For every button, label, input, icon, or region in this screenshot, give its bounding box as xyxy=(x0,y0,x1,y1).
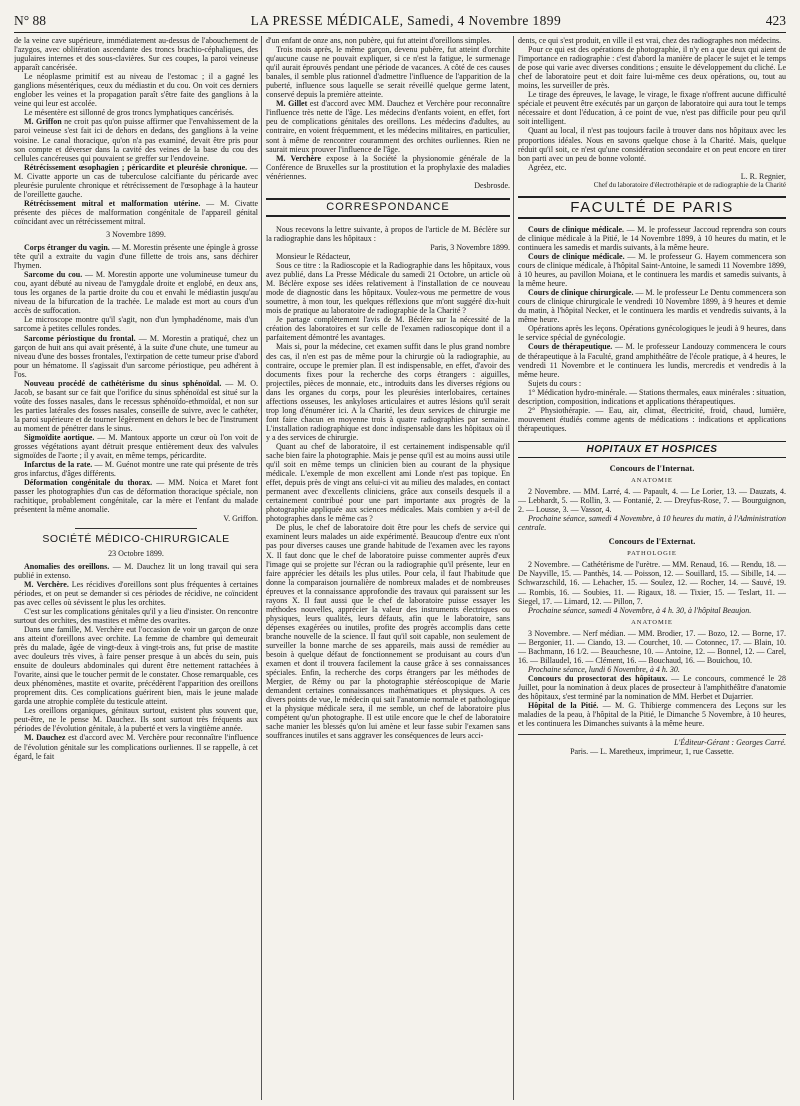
paragraph-text: — M. le professeur G. Hayem commencera son cours de clinique médicale, à l'hôpital Saint-Antoine, le samedi 11 Novembre 1899, à 10 heures, au pavillon Moiana, et le continuera les mardis et samedis suivants, à la même heure. xyxy=(518,251,786,289)
paragraph xyxy=(14,460,258,478)
paragraph: Dans une famille, M. Verchère eut l'occasion de voir un garçon de onze ans atteint d'oreillons avec orchite. La femme de chambre qui demeurait près du malade, âgée de vingt-deux à vingt-trois ans, fut prise de mastite avec douleurs très vives, à faire penser presque à un abcès du sein, puis ensuite de douleurs abdominales qui durent être nettement rattachées à l'ovarite, ainsi que le toucher permit de le constater. Chose remarquable, ces deux phénomènes, mastite et ovarite, précédèrent l'apparition des oreillons proprement dits. Ces complications guérirent bien, mais le jeune malade garda une atrophie complète du testicule atteint. xyxy=(14,624,258,707)
issue-number: N° 88 xyxy=(14,13,47,28)
paragraph xyxy=(518,288,786,324)
item-title: Sarcome périostique du frontal. xyxy=(24,333,136,343)
paragraph-text: — M. Morestin présente une épingle à grosse tête qu'il a extraite du vagin d'une fillette de trois ans, sans déchirer l'hymen. xyxy=(14,243,258,271)
paragraph xyxy=(518,225,786,252)
paragraph: Les oreillons organiques, génitaux surtout, existent plus souvent que, peut-être, ne le pense M. Dauchez. Ils sont surtout très fréquents aux périodes de l'évolution génitale, à la puberté et vers la vingtième année. xyxy=(14,706,258,734)
paragraph xyxy=(14,270,258,315)
paragraph: Prochaine séance, samedi 4 Novembre, à 10 heures du matin, à l'Administration centrale. xyxy=(518,514,786,533)
paragraph: de la veine cave supérieure, immédiatement au-dessus de l'abouchement de l'azygos, avec oblitération ascendante des troncs brachio-céphaliques, des jugulaires internes et des sous-clavières. Sur ces coupes, la paroi veineuse apparaît cancérisée. xyxy=(14,36,258,73)
speaker-name: M. Verchère xyxy=(276,153,322,163)
paragraph: Le tirage des épreuves, le lavage, le virage, le fixage n'offrent aucune difficulté spéciale et peuvent être exécutés par un garçon de laboratoire qui aura tout le temps nécessaire et dont l'éducation, à ce point de vue, n'est pas difficile pour peu qu'il soit intelligent. xyxy=(518,90,786,127)
paragraph-text: — M. Dauchez lit un long travail qui sera publié in extenso. xyxy=(14,561,258,580)
column-1 xyxy=(14,36,258,1100)
paragraph-text: — M. le professeur Jaccoud reprendra son cours de clinique médicale à la Pitié, le 14 Novembre 1899, à 10 heures du matin, et le continuera les samedis et mardis suivants, à la même heure. xyxy=(518,224,786,252)
session-date: 23 Octobre 1899. xyxy=(108,548,164,558)
item-title: Rétrécissement mitral et malformation utérine. xyxy=(24,198,201,208)
exam-subject: ANATOMIE xyxy=(631,618,673,626)
paragraph xyxy=(14,733,258,760)
item-title: Déformation congénitale du thorax. xyxy=(24,478,153,488)
paragraph: 3 Novembre. — Nerf médian. — MM. Brodier, 17. — Bozo, 12. — Borne, 17. — Bergonier, 11. — Ciando, 13. — Courchet, 10. — Cotonnec, 17. — Blain, 10. — Bachmann, 16 1/2. — Beauchesne, 10. — Antoine, 12. — Bonnel, 12. — Carel, 16. — Billaudel, 16. — Clément, 16. — Bouchaud, 16. — Bouichou, 10. xyxy=(518,628,786,665)
paragraph xyxy=(14,199,258,226)
section-heading: SOCIÉTÉ MÉDICO-CHIRURGICALE xyxy=(42,533,230,546)
speaker-name: M. Dauchez xyxy=(24,733,66,743)
exam-subject: PATHOLOGIE xyxy=(627,550,677,558)
paragraph: Sous ce titre : la Radioscopie et la Radiographie dans les hôpitaux, vous avez publié, dans La Presse Médicale du samedi 21 Octobre, un article où M. Béclère expose ses idées relativement à l'installation de ce nouveau mode de diagnostic dans les hôpitaux. Voulez-vous me permettre de vous soumettre, à mon tour, les quelques réflexions que m'ont suggéré dix-huit mois de pratique au laboratoire de radiographie de la Charité ? xyxy=(266,261,510,316)
item-title: Nouveau procédé de cathétérisme du sinus sphénoïdal. xyxy=(24,378,222,388)
paragraph xyxy=(14,163,258,199)
printer-credit: Paris. — L. Maretheux, imprimeur, 1, rue Cassette. xyxy=(570,747,734,757)
speaker-name: M. Verchère. xyxy=(24,579,69,589)
session-date: 3 Novembre 1899. xyxy=(106,229,166,239)
column-3 xyxy=(518,36,786,1100)
letter-salutation: Monsieur le Rédacteur, xyxy=(276,251,351,261)
item-title: Cours de clinique médicale. xyxy=(528,251,625,261)
paragraph xyxy=(518,674,786,701)
paragraph: Le microscope montre qu'il s'agit, non d'un lymphadénome, mais d'un sarcome à petites cellules rondes. xyxy=(14,315,258,334)
paragraph-text: — MM. Noica et Maret font passer les photographies d'un cas de déformation thoracique spéciale, non rachitique, probablement congénitale, car la mère et l'enfant du malade présentent la même anomalie. xyxy=(14,478,258,515)
paragraph-text: — M. Mantoux apporte un cœur où l'on voit de grosses végétations ayant détruit presque entièrement deux des valvules sigmoïdes de l'aorte ; il y avait, en même temps, péricardite. xyxy=(14,433,258,461)
paragraph: Prochaine séance, samedi 4 Novembre, à 4 h. 30, à l'hôpital Beaujon. xyxy=(528,605,752,615)
paragraph-text: — M. Morestin a pratiqué, chez un garçon de huit ans qui avait présenté, à la suite d'une chute, une tumeur au niveau d'une des bosses frontales, l'extirpation de cette tumeur prise d'abord pour un hématome. Il s'agissait d'un sarcome périostique, peu adhérent à l'os. xyxy=(14,333,258,379)
paragraph: Sujets du cours : xyxy=(528,378,582,388)
paragraph: Le mésentère est sillonné de gros troncs lymphatiques cancérisés. xyxy=(24,108,234,118)
paragraph-text: — M. Morestin apporte une volumineuse tumeur du cou, ayant débuté au niveau de l'amygdale droite et englobé, en deux ans, tous les organes de la partie droite du cou et envahi le médiastin jusqu'au niveau de la bifurcation de la trachée. Le malade est mort au cours d'un accès de suffocation. xyxy=(14,270,258,316)
paragraph xyxy=(518,701,786,728)
column-rule-right xyxy=(513,36,514,1100)
paragraph: Quant au local, il n'est pas toujours facile à trouver dans nos hôpitaux avec les proportions idéales. Nous en savons quelque chose à la Charité. Mais, quelque réduit qu'il soit, ce n'est qu'une considération secondaire et on peut encore en tirer bon parti avec un peu de bonne volonté. xyxy=(518,126,786,163)
column-2 xyxy=(266,36,510,1100)
paragraph: 2 Novembre. — MM. Larré, 4. — Papault, 4. — Le Lorier, 13. — Dauzats, 4. — Lebhardt, 5. — Rollin, 3. — Fontanié, 2. — Dreyfus-Rose, 7. — Bourguignon, 2. — Lousse, 3. — Vassor, 4. xyxy=(518,487,786,515)
paragraph-text: — M. Civatte apporte un cas de tuberculose calcifiante du péricarde avec pleurésie purulente chronique et rétrécissement de l'œsophage à la hauteur de l'oreillette gauche. xyxy=(14,162,258,199)
paragraph-text: — M. Guénot montre une rate qui présente de très gros infarctus, d'âges différents. xyxy=(14,460,258,479)
item-title: Concours du prosectorat des hôpitaux. xyxy=(528,673,668,683)
signature: Desbrosde. xyxy=(474,180,510,190)
paragraph: Prochaine séance, lundi 6 Novembre, à 4 h. 30. xyxy=(528,664,680,674)
paragraph xyxy=(266,99,510,153)
paragraph: Mais si, pour la médecine, cet examen suffit dans le plus grand nombre des cas, il n'en est pas de même pour la chirurgie où la radiographie, au contraire, occupe le premier plan. Il est indispensable, en effet, d'avoir des documents fixes pour la recherche des corps étrangers : aiguilles, projectiles, pièces de monnaie, etc., introduits dans les diverses régions ou dans les organes du corps, pour les pleurésies interlobaires, certaines affections osseuses, les ankyloses articulaires et autres lésions qu'il serait trop long d'énumérer ici. A la Charité, les deux services de chirurgie me font faire chacun en moyenne trois à quatre radiographies par semaine. L'installation radiographique est donc indispensable dans les hôpitaux où il y a des services de chirurgie. xyxy=(266,342,510,442)
paragraph: Trois mois après, le même garçon, devenu pubère, fut atteint d'orchite qu'aucune cause ne pouvait expliquer, si ce n'est la fatigue, le surmenage qu'il aurait éprouvés pendant une période de vacances. A côté de ces causes banales, il semble plus rationnel d'admettre l'influence de l'apparition de la puberté, influence sous laquelle se serait réveillé quelque germe latent, conservé depuis la première atteinte. xyxy=(266,45,510,100)
paragraph-text: — M. Civatte présente des pièces de malformation congénitale de l'appareil génital coïncidant avec un rétrécissement mitral. xyxy=(14,198,258,226)
paragraph-text: — M. O. Jacob, se basant sur ce fait que l'orifice du sinus sphénoïdal est situé sur la voûte des fosses nasales, dans le recessus sphénoïdo-ethmoïdal, et non sur les parties latérales des fosses nasales, conseille de suivre, avec le cathéter, la paroi supérieure et de tourner légèrement en dehors le bec de l'instrument au moment de pénétrer dans le sinus. xyxy=(14,378,258,433)
paragraph: C'est sur les complications génitales qu'il y a lieu d'insister. On rencontre surtout des orchites, des mastites et même des ovarites. xyxy=(14,606,258,625)
paragraph: Le néoplasme primitif est au niveau de l'estomac ; il a gagné les ganglions mésentériques, ceux du médiastin et du cou. On voit ces derniers englober les veines et la propagation paraît s'être faite des ganglions à la veine qui leur est accolée. xyxy=(14,72,258,109)
item-title: Cours de thérapeutique. xyxy=(528,342,613,352)
item-title: Sarcome du cou. xyxy=(24,270,83,280)
page-header xyxy=(14,10,786,33)
paragraph: Agréez, etc. xyxy=(528,162,567,172)
item-title: Sigmoïdite aortique. xyxy=(24,433,95,443)
subsection-heading: Concours de l'Externat. xyxy=(608,536,696,547)
paragraph-text: Les récidives d'oreillons sont plus fréquentes à certaines périodes, et on peut se demander si ces périodes de récidive, ne coïncident pas avec celles où sévissent le plus les orchites. xyxy=(14,579,258,607)
column-rule-left xyxy=(261,36,262,1100)
letter-place-date: Paris, 3 Novembre 1899. xyxy=(430,242,510,252)
speaker-name: M. Griffon xyxy=(24,117,62,127)
speaker-name: M. Gillet xyxy=(276,99,308,109)
paragraph: dents, ce qui s'est produit, en ville il est vrai, chez des radiographes non médecins. xyxy=(518,36,782,45)
paragraph-text: est d'accord avec MM. Dauchez et Verchère pour reconnaître l'influence très nette de l'âge. Les médecins d'enfants voient, en effet, fort peu de complications génitales des oreillons. Les médecins d'adultes, au contraire, en voient fréquemment, et les médecins militaires, en particulier, sont à même de rencontrer couramment des orchites ourliennes. Rien ne saurait mieux prouver l'influence de l'âge. xyxy=(266,99,510,154)
paragraph xyxy=(518,252,786,288)
journal-title: LA PRESSE MÉDICALE, Samedi, 4 Novembre 1899 xyxy=(250,13,562,28)
paragraph-text: ne croit pas qu'on puisse affirmer que l'envahissement de la paroi veineuse s'est fait ici de dehors en dedans, des ganglions à la veine voisine. Le canal thoracique, qu'on n'a pas examiné, devait être pris pour son compte et déverser dans la cavité des veines de la base du cou des cellules cancéreuses qui pouvaient se greffer sur l'endoveine. xyxy=(14,117,258,163)
paragraph: Nous recevons la lettre suivante, à propos de l'article de M. Béclère sur la radiographie dans les hôpitaux : xyxy=(266,224,510,243)
paragraph xyxy=(14,562,258,580)
paragraph: 1° Médication hydro-minérale. — Stations thermales, eaux minérales : situation, description, composition, indications et applications thérapeutiques. xyxy=(518,387,786,406)
paragraph: Pour ce qui est des opérations de photographie, il n'y en a que deux qui aient de l'importance en radiographie : c'est d'abord la manière de placer le sujet et le temps de pose qui varie avec diverses conditions ; ensuite le développement du cliché. Le chef de laboratoire peut et doit faire lui-même ces deux opérations, ou, tout au moins, les surveiller de près. xyxy=(518,45,786,91)
signature: V. Griffon. xyxy=(223,514,258,524)
paragraph xyxy=(14,334,258,379)
item-title: Hôpital de la Pitié. xyxy=(528,701,599,711)
subsection-heading: Concours de l'Internat. xyxy=(609,462,695,473)
paragraph xyxy=(14,243,258,270)
item-title: Corps étranger du vagin. xyxy=(24,243,110,253)
paragraph: Quant au chef de laboratoire, il est certainement indispensable qu'il sache bien faire la photographie. Mais je pense qu'il est au moins aussi utile qu'il soit en même temps un clinicien bien au courant de la physique médicale. L'exemple de mon excellent ami Londe n'est pas topique. En effet, depuis près de vingt ans celui-ci vit au milieu des malades, en contact permanent avec d'excellents cliniciens, grâce aux conseils desquels il a certainement contribué pour une part importante aux progrès de la photographie appliquée aux sciences médicales. Mais combien y a-t-il de photographes dans le même cas ? xyxy=(266,441,510,524)
page-number: 423 xyxy=(765,13,786,28)
paragraph xyxy=(518,342,786,378)
paragraph xyxy=(14,478,258,514)
item-title: Infarctus de la rate. xyxy=(24,460,93,470)
divider xyxy=(75,528,197,529)
paragraph: Opérations après les leçons. Opérations gynécologiques le jeudi à 9 heures, dans le service spécial de gynécologie. xyxy=(518,324,786,343)
paragraph: 2° Physiothérapie. — Eau, air, climat, électricité, froid, chaud, lumière, mouvement étudiés comme agents de médications : indications et applications thérapeutiques. xyxy=(518,405,786,433)
editor-credit: L'Éditeur-Gérant : Georges Carré. xyxy=(674,738,786,748)
item-title: Cours de clinique chirurgicale. xyxy=(528,288,634,298)
exam-subject: ANATOMIE xyxy=(631,477,673,485)
signature-title: Chef du laboratoire d'électrothérapie et de radiographie de la Charité xyxy=(593,180,786,189)
paragraph xyxy=(14,433,258,460)
paragraph-text: — M. G. Thibierge commencera des Leçons sur les maladies de la peau, à l'hôpital de la Pitié, le Dimanche 5 Novembre, à 10 heures, et les continuera les Dimanches suivants à la même heure. xyxy=(518,701,786,729)
hospitals-heading: HOPITAUX ET HOSPICES xyxy=(518,441,786,458)
paragraph xyxy=(14,117,258,162)
paragraph-text: — M. le professeur Le Dentu commencera son cours de clinique chirurgicale le vendredi 10 Novembre 1899, à 9 heures et demie du matin, à l'hôpital Necker, et le continuera les mardis et vendredis suivants, à la même heure. xyxy=(518,288,786,325)
correspondence-heading: CORRESPONDANCE xyxy=(266,198,510,217)
paragraph: d'un enfant de onze ans, non pubère, qui fut atteint d'oreillons simples. xyxy=(266,36,492,45)
paragraph-text: est d'accord avec M. Verchère pour reconnaître l'influence de l'évolution génitale sur les complications ourliennes. Il se rappelle, à cet égard, le fait xyxy=(14,733,258,761)
paragraph: Je partage complètement l'avis de M. Béclère sur la nécessité de la création des laboratoires et sur celle de l'examen radioscopique dont il a parfaitement démontré les avantages. xyxy=(266,315,510,343)
paragraph: 2 Novembre. — Cathétérisme de l'urètre. — MM. Renaud, 16. — Rendu, 18. — De Nayville, 15. — Panthès, 14. — Poisson, 12. — Souillard, 15. — Sibille, 14. — Schwarzschild, 16. — Lehacher, 15. — Soulez, 12. — Rocher, 14. — Sauvé, 19. — Rombis, 16. — Soubies, 11. — Rigaux, 18. — Tixier, 15. — Teslart, 11. — Siegel, 17. — Limard, 12. — Pillon, 7. xyxy=(518,560,786,606)
faculty-heading: FACULTÉ DE PARIS xyxy=(518,196,786,219)
paragraph xyxy=(14,379,258,433)
paragraph-text: — M. le professeur Landouzy commencera le cours de thérapeutique à la Faculté, grand amphithéâtre de l'école pratique, à 4 heures, le vendredi 11 Novembre et le continuera les lundis, mercredis et vendredis à la même heure. xyxy=(518,342,786,379)
paragraph-text: expose à la Société la physionomie générale de la Conférence de Bruxelles sur la prostitution et la prophylaxie des maladies vénériennes. xyxy=(266,153,510,181)
paragraph: De plus, le chef de laboratoire doit être pour les chefs de service qui examinent leurs malades un aide expérimenté. Beaucoup d'entre eux n'ont pas pour diverses causes une grande habitude de l'examen avec les rayons X. Il faut donc que le chef de laboratoire puisse commenter auprès d'eux l'image qui se projette sur l'écran ou la radiographie qu'il présente, leur en faire apprécier les détails les plus utiles. Pour cela, il faut l'habitude que donne la comparaison journalière de nombreux malades et de nombreuses épreuves et la connaissance approfondie des travaux qui paraissent sur les rayons X. Il faut aussi que le chef de laboratoire puisse essayer les méthodes nouvelles, apprécier la valeur des instruments électriques ou physiques, leurs qualités, leurs défauts, afin que le laboratoire, sans dépenses exagérées ou inutiles, profite des progrès accomplis dans cette branche nouvelle de la science. Il faut qu'il soit capable, non seulement de surveiller la bonne marche de ses appareils, mais aussi de remédier au besoin à quelque défaut de fonctionnement se produisant au cours d'un examen et dont il trouvera facilement la cause grâce à ses connaissances spéciales. Enfin, la recherche des corps étrangers par les méthodes de Mergier, de Rémy ou par la photographie stéréoscopique de Marie demandent certaines connaissances mathématiques et physiques. A ces divers points de vue, le médecin qui sait l'anatomie normale et pathologique et la physique médicale sera, il me semble, un chef de laboratoire plus compétent qu'un photographe. Il est utile encore que le chef de laboratoire sache manier les blessés qu'on lui amène et leur fasse subir l'examen sans souffrances inutiles et sans aggraver les conséquences de leurs acci- xyxy=(266,523,510,741)
item-title: Rétrécissement œsophagien ; péricardite et pleurésie chronique. xyxy=(24,162,248,172)
paragraph-text: — Le concours, commencé le 28 Juillet, pour la nomination à deux places de prosecteur à l'amphithéâtre d'anatomie des hôpitaux, s'est terminé par la nomination de MM. Herbet et Dujarrier. xyxy=(518,673,786,702)
signature: L. R. Regnier, xyxy=(740,171,786,181)
paragraph xyxy=(14,580,258,607)
item-title: Anomalies des oreillons. xyxy=(24,561,110,571)
item-title: Cours de clinique médicale. xyxy=(528,224,625,234)
page-footer xyxy=(518,734,786,756)
paragraph xyxy=(266,154,510,181)
